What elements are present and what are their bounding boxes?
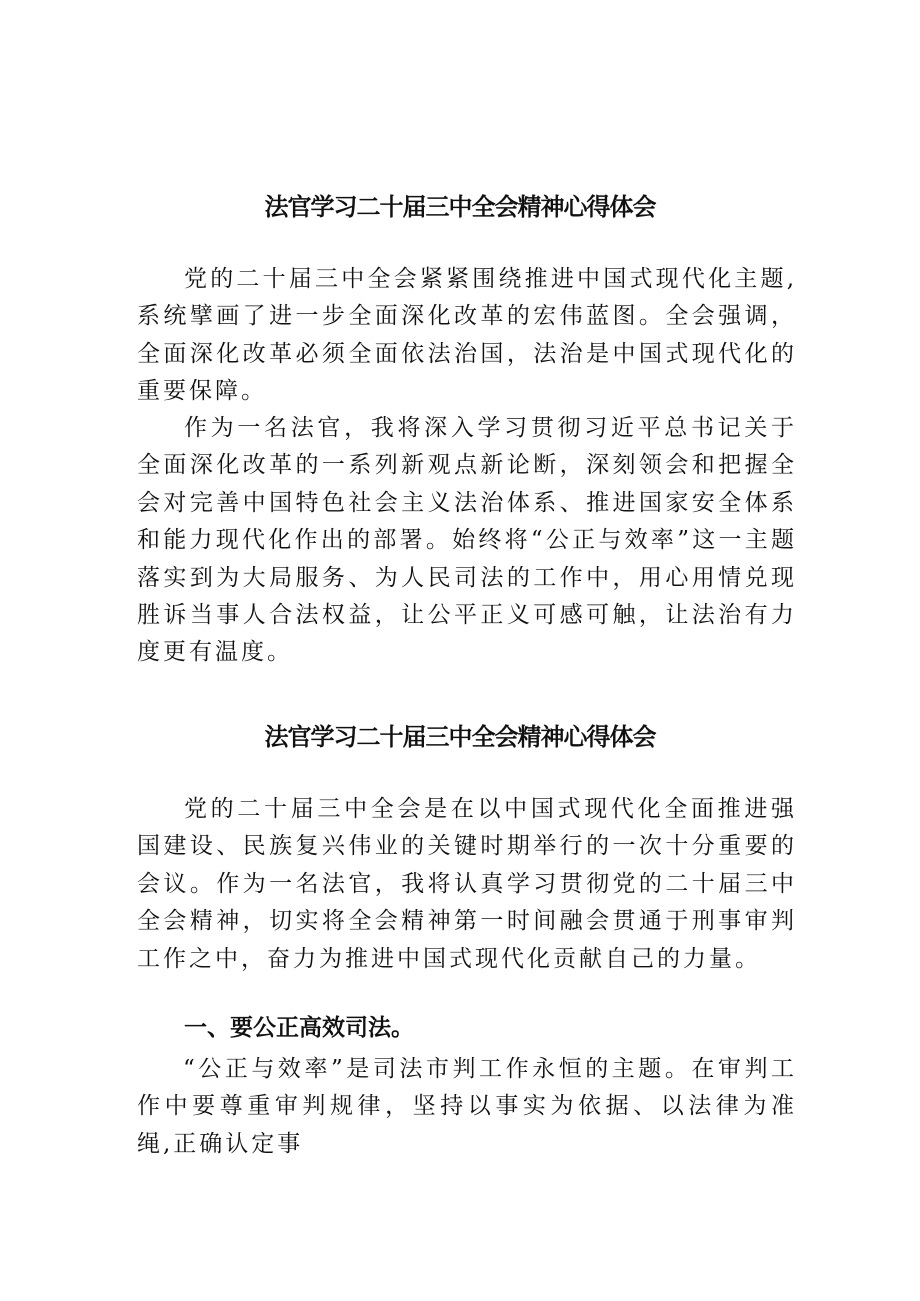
section1-paragraph-1: 党的二十届三中全会紧紧围绕推进中国式现代化主题,系统擘画了进一步全面深化改革的宏伟蓝图。全会强调，全面深化改革必须全面依法治国，法治是中国式现代化的重要保障。 — [137, 266, 797, 405]
section2-paragraph-1: 党的二十届三中全会是在以中国式现代化全面推进强国建设、民族复兴伟业的关键时期举行的一次十分重要的会议。作为一名法官，我将认真学习贯彻党的二十届三中全会精神，切实将全会精神第一时间融会贯通于刑事审判工作之中，奋力为推进中国式现代化贡献自己的力量。 — [137, 796, 797, 972]
section2-title: 法官学习二十届三中全会精神心得体会 — [264, 723, 656, 752]
section2-heading: 一、要公正高效司法。 — [184, 1015, 414, 1041]
section1-paragraph-2: 作为一名法官，我将深入学习贯彻习近平总书记关于全面深化改革的一系列新观点新论断，深刻领会和把握全会对完善中国特色社会主义法治体系、推进国家安全体系和能力现代化作出的部署。始终将“公正与效率”这一主题落实到为大局服务、为人民司法的工作中，用心用情兑现胜诉当事人合法权益，让公平正义可感可触，让法治有力度更有温度。 — [137, 415, 797, 666]
section2-heading-paragraph: “公正与效率”是司法市判工作永恒的主题。在审判工作中要尊重审判规律，坚持以事实为依据、以法律为准绳,正确认定事 — [137, 1056, 797, 1157]
section1-title: 法官学习二十届三中全会精神心得体会 — [264, 193, 656, 222]
